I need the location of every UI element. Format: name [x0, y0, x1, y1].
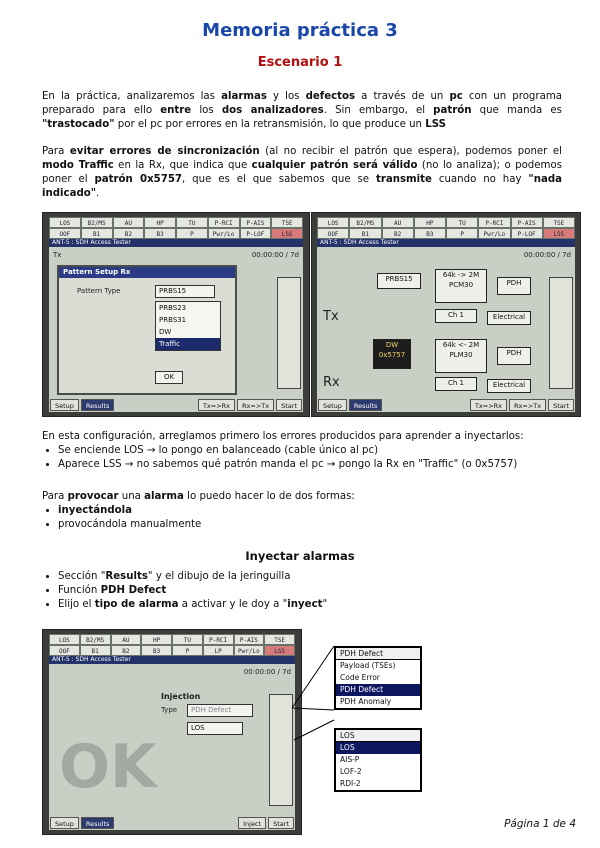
- config-item-2: • Aparece LSS → no sabemos qué patrón manda el pc → pongo la Rx en "Traffic" (o 0x5757): [58, 458, 598, 472]
- option-prbs23[interactable]: PRBS23: [159, 304, 187, 312]
- type-label: Type: [161, 706, 178, 714]
- side-toolbar: [549, 277, 573, 389]
- tab-p[interactable]: P: [172, 645, 203, 656]
- tab-tu[interactable]: TU: [172, 634, 203, 645]
- pattern-options-list: [155, 301, 221, 351]
- option-pdh-defect[interactable]: PDH Defect: [336, 684, 420, 696]
- start-button[interactable]: Start: [276, 399, 302, 411]
- tab-los[interactable]: LOS: [49, 217, 81, 228]
- config-lead: En esta configuración, arreglamos primero los errores producidos para aprender a inyectarlos:: [42, 431, 524, 442]
- tab-hp[interactable]: HP: [144, 217, 176, 228]
- tx-rx-button[interactable]: Tx=>Rx: [470, 399, 507, 411]
- bottom-bar: [49, 816, 295, 830]
- start-button[interactable]: Start: [268, 817, 294, 829]
- option-ais-p[interactable]: AIS-P: [340, 755, 360, 764]
- results-button[interactable]: Results: [349, 399, 382, 411]
- intro-paragraph-1: En la práctica, analizaremos las alarmas y los defectos a través de un pc con un programa preparado para ello entre los dos analizadores. Sin embargo, el patrón que manda es "trastocado" por el pc por errores en la retransmisión, lo que produce un LSS: [42, 91, 562, 130]
- tab-oof[interactable]: OOF: [49, 645, 80, 656]
- los-callout: [334, 728, 422, 792]
- rx-label: Rx: [323, 375, 340, 390]
- ok-button[interactable]: OK: [155, 371, 183, 384]
- tab-tse[interactable]: TSE: [271, 217, 303, 228]
- tab-b3[interactable]: B3: [141, 645, 172, 656]
- signal-diagram-photo: [311, 212, 581, 417]
- option-dw[interactable]: DW: [159, 328, 172, 336]
- tab-los[interactable]: LOS: [317, 217, 349, 228]
- pattern-setup-dialog: [57, 265, 237, 395]
- injection-photo: [42, 629, 302, 835]
- tab-prci[interactable]: P-RCI: [478, 217, 510, 228]
- tab-los[interactable]: LOS: [49, 634, 80, 645]
- bottom-bar: [317, 398, 575, 412]
- section-subtitle: Escenario 1: [257, 55, 343, 70]
- setup-button[interactable]: Setup: [50, 817, 79, 829]
- tx-mux-block[interactable]: 64k -> 2M PCM30: [435, 269, 487, 303]
- option-los[interactable]: LOS: [336, 742, 420, 754]
- rx-pdh-block[interactable]: PDH: [497, 347, 531, 365]
- option-pdh-anomaly[interactable]: PDH Anomaly: [340, 697, 392, 706]
- rx-tx-button[interactable]: Rx=>Tx: [509, 399, 546, 411]
- clock-readout: 00:00:00 / 7d: [243, 668, 291, 676]
- tab-lp[interactable]: LP: [203, 645, 234, 656]
- callout-header: LOS: [336, 730, 420, 742]
- tab-hp[interactable]: HP: [141, 634, 172, 645]
- inject-steps: [42, 570, 598, 612]
- inject-step-3: • Elijo el tipo de alarma a activar y le doy a "inyect": [58, 598, 598, 612]
- pattern-setup-photo: [42, 212, 310, 417]
- tab-b1[interactable]: B1: [349, 228, 381, 239]
- tab-tse[interactable]: TSE: [264, 634, 295, 645]
- tab-b2[interactable]: B2: [113, 228, 145, 239]
- tab-au[interactable]: AU: [113, 217, 145, 228]
- inject-heading: Inyectar alarmas: [245, 549, 355, 563]
- tx-label: Tx: [53, 251, 62, 259]
- app-title-bar: ANT-5 : SDH Access Tester: [49, 239, 303, 247]
- inject-step-2: • Función PDH Defect: [58, 584, 598, 598]
- provoke-item-2: • provocándola manualmente: [58, 518, 598, 532]
- setup-button[interactable]: Setup: [50, 399, 79, 411]
- type-select[interactable]: PDH Defect: [187, 704, 253, 717]
- tab-pais[interactable]: P-AIS: [234, 634, 265, 645]
- tab-tu[interactable]: TU: [446, 217, 478, 228]
- app-title-bar: ANT-5 : SDH Access Tester: [317, 239, 575, 247]
- setup-button[interactable]: Setup: [318, 399, 347, 411]
- callout-connector-lines: [286, 640, 336, 750]
- tab-b3[interactable]: B3: [144, 228, 176, 239]
- tx-channel-block[interactable]: Ch 1: [435, 309, 477, 323]
- tab-au[interactable]: AU: [111, 634, 142, 645]
- tab-plof[interactable]: P-LOF: [511, 228, 543, 239]
- option-rdi-2[interactable]: RDI-2: [340, 779, 361, 788]
- tx-rx-button[interactable]: Tx=>Rx: [198, 399, 235, 411]
- tab-b3[interactable]: B3: [414, 228, 446, 239]
- provoke-item-1: • inyectándola: [58, 504, 598, 518]
- tab-au[interactable]: AU: [382, 217, 414, 228]
- injection-label: Injection: [161, 692, 201, 701]
- tab-tu[interactable]: TU: [176, 217, 208, 228]
- tx-electrical-block[interactable]: Electrical: [487, 311, 531, 325]
- tab-pwrlo[interactable]: Pwr/Lo: [478, 228, 510, 239]
- tab-b2ms[interactable]: B2/MS: [81, 217, 113, 228]
- provoke-paragraph: Para provocar una alarma lo puedo hacer lo de dos formas:: [42, 491, 355, 502]
- clock-readout: 00:00:00 / 7d: [523, 251, 571, 259]
- page-number: Página 1 de 4: [504, 818, 576, 830]
- side-toolbar: [277, 277, 301, 389]
- inject-button[interactable]: Inject: [238, 817, 266, 829]
- tab-lss[interactable]: LSS: [271, 228, 303, 239]
- tab-p[interactable]: P: [446, 228, 478, 239]
- config-list: [42, 444, 598, 472]
- tab-b1[interactable]: B1: [81, 228, 113, 239]
- tab-pais[interactable]: P-AIS: [240, 217, 272, 228]
- pattern-type-select[interactable]: PRBS15: [155, 285, 215, 298]
- option-payload[interactable]: Payload (TSEs): [340, 661, 396, 670]
- tab-oof[interactable]: OOF: [49, 228, 81, 239]
- dialog-title: Pattern Setup Rx: [59, 267, 235, 278]
- tab-oof[interactable]: OOF: [317, 228, 349, 239]
- tx-pdh-block[interactable]: PDH: [497, 277, 531, 295]
- results-button[interactable]: Results: [81, 817, 114, 829]
- clock-readout: 00:00:00 / 7d: [251, 251, 299, 259]
- tab-lss[interactable]: LSS: [264, 645, 295, 656]
- tab-b2ms[interactable]: B2/MS: [349, 217, 381, 228]
- tab-hp[interactable]: HP: [414, 217, 446, 228]
- config-item-1: • Se enciende LOS → lo pongo en balanceado (cable único al pc): [58, 444, 598, 458]
- tab-b2ms[interactable]: B2/MS: [80, 634, 111, 645]
- bottom-bar: [49, 398, 303, 412]
- tab-prci[interactable]: P-RCI: [203, 634, 234, 645]
- results-button[interactable]: Results: [81, 399, 114, 411]
- callout-header: PDH Defect: [336, 648, 420, 660]
- tab-plof[interactable]: P-LOF: [240, 228, 272, 239]
- tab-lss[interactable]: LSS: [543, 228, 575, 239]
- option-lof-2[interactable]: LOF-2: [340, 767, 362, 776]
- tab-b2[interactable]: B2: [382, 228, 414, 239]
- rx-tx-button[interactable]: Rx=>Tx: [237, 399, 274, 411]
- app-title-bar: ANT-5 : SDH Access Tester: [49, 656, 295, 664]
- tab-pwrlo[interactable]: Pwr/Lo: [208, 228, 240, 239]
- option-traffic[interactable]: Traffic: [156, 338, 220, 350]
- rx-channel-block[interactable]: Ch 1: [435, 377, 477, 391]
- defect-select[interactable]: LOS: [187, 722, 243, 735]
- start-button[interactable]: Start: [548, 399, 574, 411]
- tab-tse[interactable]: TSE: [543, 217, 575, 228]
- intro-paragraph-2: Para evitar errores de sincronización (al no recibir el patrón que espera), podemos poner el modo Traffic en la Rx, que indica que cualquier patrón será válido (no lo analiza); o podemos poner el patrón 0x5757, que es el que sabemos que se transmite cuando no hay "nada indicado".: [42, 146, 563, 199]
- option-prbs31[interactable]: PRBS31: [159, 316, 187, 324]
- pdh-defect-callout: [334, 646, 422, 710]
- rx-electrical-block[interactable]: Electrical: [487, 379, 531, 393]
- option-code-error[interactable]: Code Error: [340, 673, 380, 682]
- page-title: Memoria práctica 3: [202, 20, 398, 41]
- inject-step-1: • Sección "Results" y el dibujo de la jeringuilla: [58, 570, 598, 584]
- tab-b2[interactable]: B2: [111, 645, 142, 656]
- tab-pwrlo[interactable]: Pwr/Lo: [234, 645, 265, 656]
- provoke-list: [42, 504, 598, 532]
- tab-pais[interactable]: P-AIS: [511, 217, 543, 228]
- pattern-type-label: Pattern Type: [77, 287, 121, 295]
- ok-watermark: OK: [59, 732, 157, 802]
- prbs-block[interactable]: PRBS15: [377, 273, 421, 289]
- rx-mux-block[interactable]: 64k <- 2M PLM30: [435, 339, 487, 373]
- tab-p[interactable]: P: [176, 228, 208, 239]
- tab-prci[interactable]: P-RCI: [208, 217, 240, 228]
- dw-pattern-block[interactable]: DW 0x5757: [373, 339, 411, 369]
- tx-label: Tx: [323, 309, 339, 324]
- tab-b1[interactable]: B1: [80, 645, 111, 656]
